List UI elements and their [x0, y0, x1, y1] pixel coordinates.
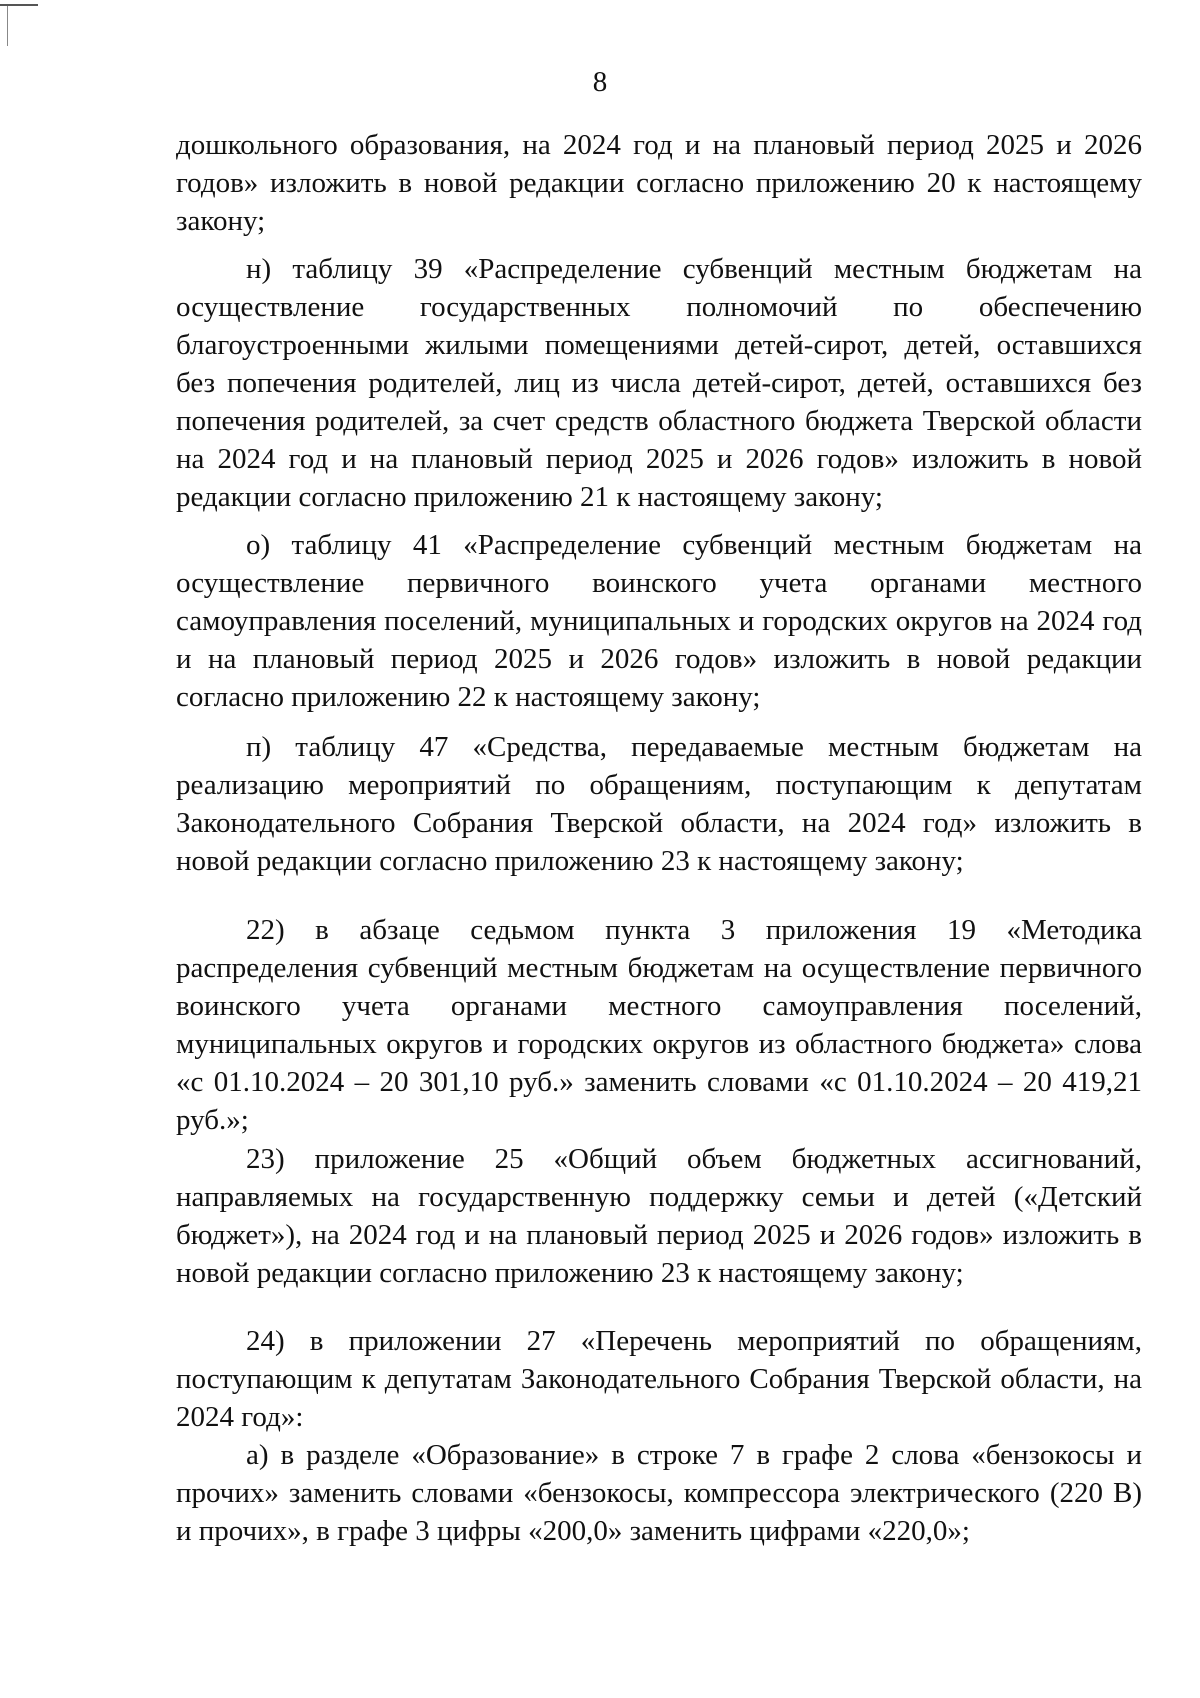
paragraph-item-o: о) таблицу 41 «Распределение субвенций местным бюджетам на осуществление первичного воинского учета органами местного самоуправления поселений, муниципальных и городских округов на 2024 год и на плановый период 2025 и 2026 годов» изложить в новой редакции согласно приложению 22 к настоящему закону;	[176, 529, 1142, 713]
paragraph-item-23: 23) приложение 25 «Общий объем бюджетных ассигнований, направляемых на государственную поддержку семьи и детей («Детский бюджет»), на 2024 год и на плановый период 2025 и 2026 годов» изложить в новой редакции согласно приложению 23 к настоящему закону;	[176, 1143, 1142, 1289]
paragraph-item-22: 22) в абзаце седьмом пункта 3 приложения 19 «Методика распределения субвенций местным бюджетам на осуществление первичного воинского учета органами местного самоуправления поселений, муниципальных округов и городских округов из областного бюджета» слова «с 01.10.2024 – 20 301,10 руб.» заменить словами «с 01.10.2024 – 20 419,21 руб.»;	[176, 914, 1142, 1136]
scan-edge-mark	[7, 6, 8, 46]
page-number: 8	[592, 66, 608, 98]
scan-edge-mark	[0, 4, 38, 6]
paragraph-item-p: п) таблицу 47 «Средства, передаваемые местным бюджетам на реализацию мероприятий по обращениям, поступающим к депутатам Законодательного Собрания Тверской области, на 2024 год» изложить в новой редакции согласно приложению 23 к настоящему закону;	[176, 731, 1142, 877]
paragraph-item-24: 24) в приложении 27 «Перечень мероприятий по обращениям, поступающим к депутатам Законодательного Собрания Тверской области, на 2024 год»:	[176, 1325, 1142, 1433]
paragraph-item-n: н) таблицу 39 «Распределение субвенций местным бюджетам на осуществление государственных полномочий по обеспечению благоустроенными жилыми помещениями детей-сирот, детей, оставшихся без попечения родителей, лиц из числа детей-сирот, детей, оставшихся без попечения родителей, за счет средств областного бюджета Тверской области на 2024 год и на плановый период 2025 и 2026 годов» изложить в новой редакции согласно приложению 21 к настоящему закону;	[176, 253, 1142, 513]
paragraph-item-a: а) в разделе «Образование» в строке 7 в графе 2 слова «бензокосы и прочих» заменить словами «бензокосы, компрессора электрического (220 В) и прочих», в графе 3 цифры «200,0» заменить цифрами «220,0»;	[176, 1439, 1142, 1547]
paragraph-continuation: дошкольного образования, на 2024 год и на плановый период 2025 и 2026 годов» изложить в новой редакции согласно приложению 20 к настоящему закону;	[176, 129, 1142, 237]
